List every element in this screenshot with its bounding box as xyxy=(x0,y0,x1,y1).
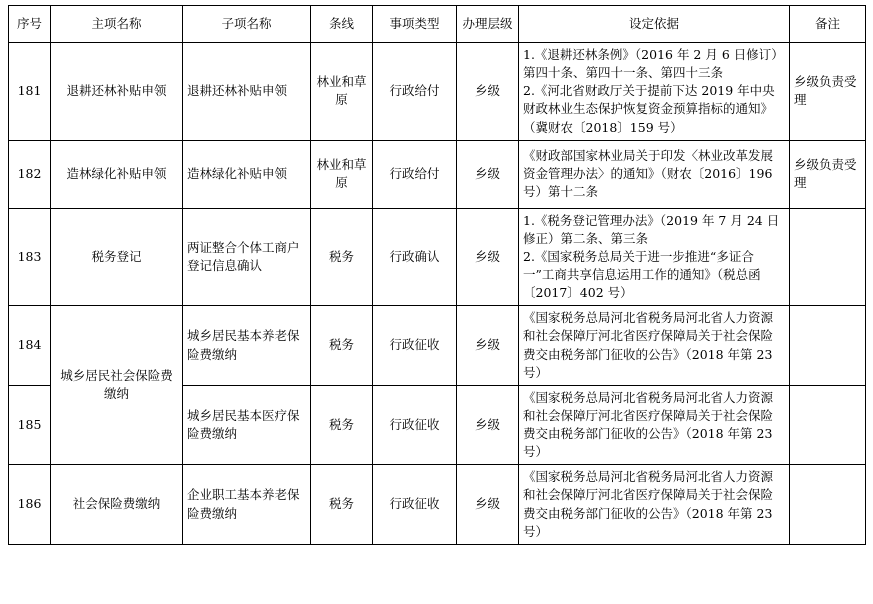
cell-main-name: 退耕还林补贴申领 xyxy=(51,43,183,141)
cell-sub-name: 企业职工基本养老保险费缴纳 xyxy=(183,465,311,545)
cell-note xyxy=(790,385,866,465)
items-table xyxy=(8,5,866,545)
cell-note xyxy=(790,306,866,386)
table-row xyxy=(9,43,866,141)
cell-note xyxy=(790,465,866,545)
cell-line: 税务 xyxy=(311,465,373,545)
cell-main-name: 税务登记 xyxy=(51,208,183,306)
cell-line: 税务 xyxy=(311,306,373,386)
cell-seq: 182 xyxy=(9,140,51,208)
cell-level: 乡级 xyxy=(457,208,519,306)
cell-main-name: 造林绿化补贴申领 xyxy=(51,140,183,208)
cell-seq: 183 xyxy=(9,208,51,306)
cell-level: 乡级 xyxy=(457,465,519,545)
cell-item-type: 行政征收 xyxy=(373,385,457,465)
cell-item-type: 行政确认 xyxy=(373,208,457,306)
table-header xyxy=(9,6,866,43)
column-header-main-name: 主项名称 xyxy=(51,6,183,43)
column-header-item-type: 事项类型 xyxy=(373,6,457,43)
cell-basis: 1.《税务登记管理办法》（2019 年 7 月 24 日修正）第二条、第三条 2.《国家税务总局关于进一步推进“多证合一”工商共享信息运用工作的通知》（税总函〔2017〕402 号） xyxy=(519,208,790,306)
cell-line: 税务 xyxy=(311,208,373,306)
table-row xyxy=(9,465,866,545)
cell-level: 乡级 xyxy=(457,43,519,141)
table-row xyxy=(9,208,866,306)
cell-note: 乡级负责受理 xyxy=(790,43,866,141)
cell-note: 乡级负责受理 xyxy=(790,140,866,208)
table-row xyxy=(9,306,866,386)
cell-seq: 181 xyxy=(9,43,51,141)
cell-seq: 185 xyxy=(9,385,51,465)
table-row xyxy=(9,140,866,208)
cell-item-type: 行政给付 xyxy=(373,43,457,141)
cell-item-type: 行政征收 xyxy=(373,465,457,545)
cell-basis: 《国家税务总局河北省税务局河北省人力资源和社会保障厅河北省医疗保障局关于社会保险费交由税务部门征收的公告》（2018 年第 23 号） xyxy=(519,465,790,545)
cell-sub-name: 城乡居民基本养老保险费缴纳 xyxy=(183,306,311,386)
column-header-sub-name: 子项名称 xyxy=(183,6,311,43)
cell-line: 林业和草原 xyxy=(311,43,373,141)
cell-sub-name: 城乡居民基本医疗保险费缴纳 xyxy=(183,385,311,465)
cell-seq: 186 xyxy=(9,465,51,545)
cell-note xyxy=(790,208,866,306)
column-header-basis: 设定依据 xyxy=(519,6,790,43)
cell-level: 乡级 xyxy=(457,385,519,465)
cell-line: 林业和草原 xyxy=(311,140,373,208)
cell-level: 乡级 xyxy=(457,306,519,386)
cell-item-type: 行政给付 xyxy=(373,140,457,208)
cell-item-type: 行政征收 xyxy=(373,306,457,386)
cell-level: 乡级 xyxy=(457,140,519,208)
cell-main-name: 社会保险费缴纳 xyxy=(51,465,183,545)
cell-basis: 1.《退耕还林条例》（2016 年 2 月 6 日修订）第四十条、第四十一条、第四十三条 2.《河北省财政厅关于提前下达 2019 年中央财政林业生态保护恢复资金预算指标的通知》（冀财农〔2018〕159 号） xyxy=(519,43,790,141)
cell-basis: 《国家税务总局河北省税务局河北省人力资源和社会保障厅河北省医疗保障局关于社会保险费交由税务部门征收的公告》（2018 年第 23 号） xyxy=(519,306,790,386)
cell-line: 税务 xyxy=(311,385,373,465)
column-header-note: 备注 xyxy=(790,6,866,43)
cell-sub-name: 两证整合个体工商户登记信息确认 xyxy=(183,208,311,306)
cell-sub-name: 造林绿化补贴申领 xyxy=(183,140,311,208)
cell-seq: 184 xyxy=(9,306,51,386)
cell-main-name: 城乡居民社会保险费缴纳 xyxy=(51,306,183,465)
table-header-row xyxy=(9,6,866,43)
table-body xyxy=(9,43,866,545)
column-header-seq: 序号 xyxy=(9,6,51,43)
column-header-line: 条线 xyxy=(311,6,373,43)
cell-basis: 《国家税务总局河北省税务局河北省人力资源和社会保障厅河北省医疗保障局关于社会保险费交由税务部门征收的公告》（2018 年第 23 号） xyxy=(519,385,790,465)
cell-basis: 《财政部国家林业局关于印发〈林业改革发展资金管理办法〉的通知》（财农〔2016〕196 号）第十二条 xyxy=(519,140,790,208)
cell-sub-name: 退耕还林补贴申领 xyxy=(183,43,311,141)
column-header-level: 办理层级 xyxy=(457,6,519,43)
